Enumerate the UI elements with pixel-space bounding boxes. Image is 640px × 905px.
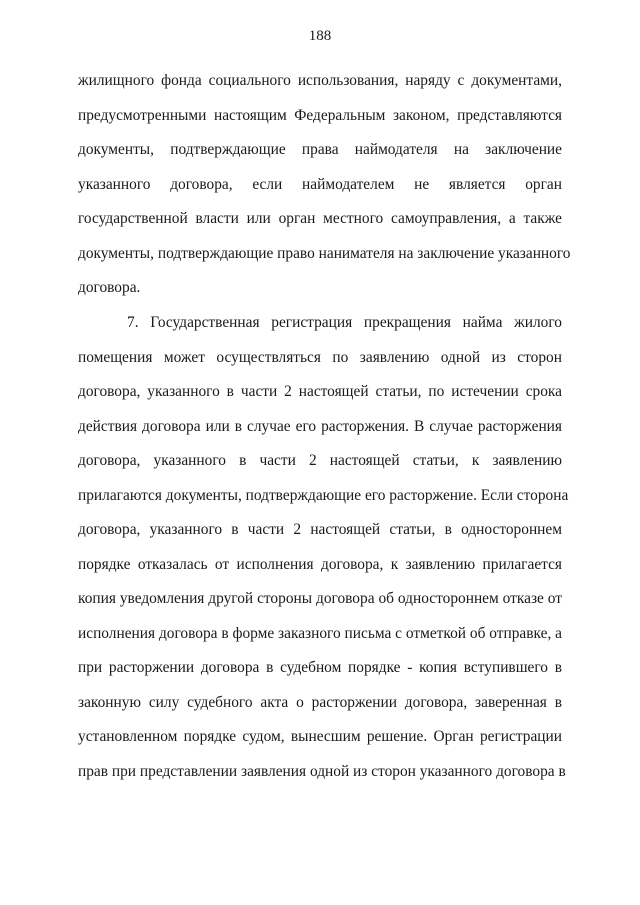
text-line: указанного договора, если наймодателем не является орган bbox=[78, 175, 562, 193]
text-line: законную силу судебного акта о расторжении договора, заверенная в bbox=[78, 693, 562, 711]
text-line: при расторжении договора в судебном порядке - копия вступившего в bbox=[78, 659, 562, 676]
text-line: прилагаются документы, подтверждающие его расторжение. Если сторона bbox=[78, 486, 569, 504]
text-line: установленном порядке судом, вынесшим решение. Орган регистрации bbox=[78, 728, 562, 745]
text-line: 7. Государственная регистрация прекращения найма жилого bbox=[127, 314, 562, 331]
paragraph-item-7 bbox=[78, 306, 569, 789]
text-line: государственной власти или орган местного самоуправления, а также bbox=[78, 210, 562, 227]
text-line: порядке отказалась от исполнения договора, к заявлению прилагается bbox=[78, 555, 562, 573]
text-line: предусмотренными настоящим Федеральным законом, представляются bbox=[78, 106, 562, 124]
page-number: 188 bbox=[308, 28, 332, 44]
text-line: документы, подтверждающие права наймодателя на заключение bbox=[78, 141, 562, 158]
text-line: помещения может осуществляться по заявлению одной из сторон bbox=[78, 348, 562, 366]
text-line: документы, подтверждающие право нанимателя на заключение указанного bbox=[78, 244, 571, 262]
text-line: копия уведомления другой стороны договора об одностороннем отказе от bbox=[78, 590, 562, 607]
text-line: жилищного фонда социального использования, наряду с документами, bbox=[78, 72, 562, 89]
text-line: договора. bbox=[78, 279, 141, 296]
text-line: договора, указанного в части 2 настоящей статьи, по истечении срока bbox=[78, 383, 562, 400]
text-line: действия договора или в случае его расторжения. В случае расторжения bbox=[78, 417, 562, 435]
paragraph-continuation bbox=[78, 64, 571, 306]
text-line: исполнения договора в форме заказного письма с отметкой об отправке, а bbox=[78, 624, 562, 642]
text-line: прав при представлении заявления одной из сторон указанного договора в bbox=[78, 762, 566, 780]
text-line: договора, указанного в части 2 настоящей статьи, в одностороннем bbox=[78, 521, 562, 538]
text-line: договора, указанного в части 2 настоящей статьи, к заявлению bbox=[78, 452, 562, 469]
